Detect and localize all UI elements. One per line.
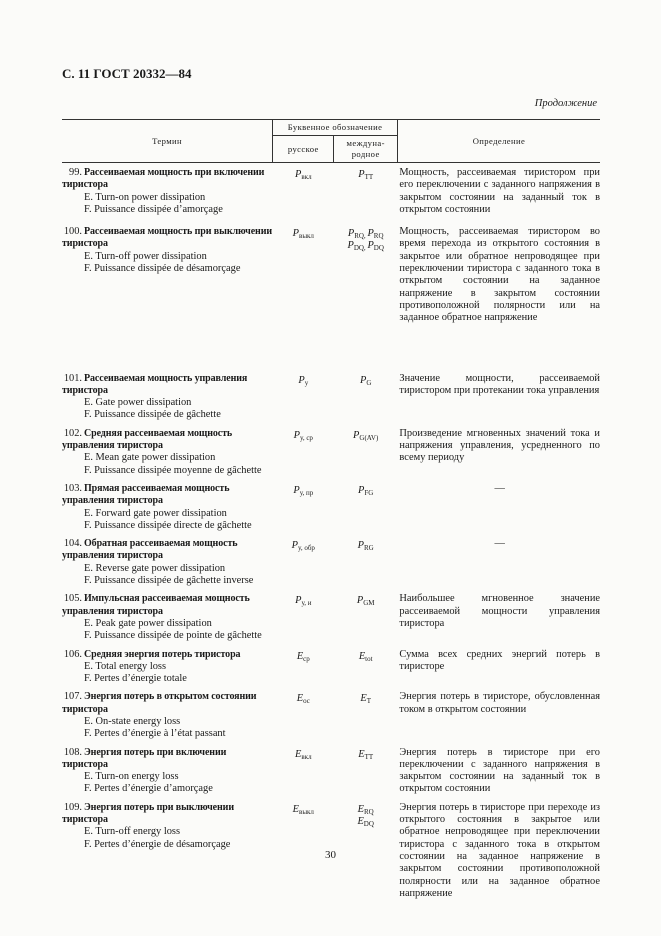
symbol-international-cell bbox=[334, 163, 397, 217]
term-russian: Обратная рассеиваемая мощность управления тиристора bbox=[62, 538, 238, 562]
col-header-symbol: Буквенное обозначение bbox=[273, 120, 398, 136]
definition-cell bbox=[397, 428, 600, 477]
col-header-definition: Определение bbox=[397, 120, 600, 163]
term-number: 104. bbox=[63, 538, 82, 550]
symbol-russian-cell bbox=[273, 593, 334, 642]
term-number: 99. bbox=[69, 167, 82, 178]
symbol-russian-cell bbox=[273, 649, 334, 686]
symbol-international-subscript: RQ bbox=[364, 807, 374, 816]
symbol-international: E bbox=[357, 803, 364, 815]
symbol-russian-subscript: выкл bbox=[299, 232, 314, 241]
definition-cell bbox=[397, 226, 600, 324]
symbol-international-cell bbox=[334, 373, 397, 422]
term-russian: Средняя рассеиваемая мощность управления тиристора bbox=[62, 427, 233, 452]
page-header-title: С. 11 ГОСТ 20332—84 bbox=[62, 66, 192, 81]
symbol-russian-subscript: у, ср bbox=[300, 433, 313, 442]
term-english: E. Reverse gate power dissipation bbox=[84, 562, 226, 574]
symbol-international: E bbox=[358, 650, 366, 662]
term-russian: Энергия потерь в открытом состоянии тиристора bbox=[62, 691, 257, 715]
symbol-international-second: E bbox=[357, 816, 364, 828]
symbol-russian: E bbox=[296, 650, 304, 662]
symbol-russian-subscript: у, пр bbox=[299, 488, 314, 497]
term-number: 108. bbox=[63, 746, 82, 758]
term-english: E. Peak gate power dissipation bbox=[84, 617, 212, 629]
term-french: F. Puissance dissipée de pointe de gâchette bbox=[84, 630, 262, 642]
table-row bbox=[62, 373, 600, 422]
col-header-term: Термин bbox=[62, 120, 273, 163]
row-spacer-cell bbox=[62, 325, 600, 373]
table-row bbox=[62, 747, 600, 796]
term-french: F. Pertes d’énergie de désamorçage bbox=[84, 838, 231, 850]
definition-cell bbox=[397, 163, 600, 217]
symbol-russian: P bbox=[295, 169, 302, 180]
term-cell bbox=[62, 483, 273, 532]
definition-cell bbox=[397, 373, 600, 422]
definition-text: Энергия потерь в тиристоре, обусловленная током в открытом состоянии bbox=[399, 691, 600, 715]
terms-table bbox=[62, 119, 600, 900]
symbol-russian-subscript: у, и bbox=[301, 599, 312, 608]
table-row bbox=[62, 163, 600, 217]
term-cell bbox=[62, 747, 273, 796]
symbol-international-second-subscript: DQ bbox=[363, 820, 374, 829]
symbol-russian: P bbox=[293, 429, 301, 441]
term-russian: Прямая рассеиваемая мощность управления тиристора bbox=[62, 482, 230, 507]
symbol-russian-cell bbox=[273, 226, 334, 324]
symbol-international-subscript: TT bbox=[364, 752, 374, 761]
definition-cell bbox=[397, 691, 600, 740]
term-number: 102. bbox=[63, 427, 82, 439]
symbol-russian-cell bbox=[273, 538, 334, 587]
symbol-international-alt-subscript: RQ bbox=[373, 232, 384, 241]
symbol-international: E bbox=[360, 693, 367, 705]
term-cell bbox=[62, 373, 273, 422]
table-row bbox=[62, 593, 600, 642]
definition-cell bbox=[397, 483, 600, 532]
definition-text: Энергия потерь в тиристоре при переходе из открытого состояния в закрытое или обратное непроводящее при переключении тиристора с заданного тока в открытом состоянии на заданное напряжение в закрытом состоянии противоположной полярности или на заданное обратное напряжение bbox=[399, 801, 600, 899]
term-english: E. Turn-off energy loss bbox=[84, 826, 181, 838]
symbol-russian-cell bbox=[273, 691, 334, 740]
definition-text: Энергия потерь в тиристоре при его переключении с заданного напряжения в закрытом состоянии на заданный ток в открытом состоянии bbox=[399, 746, 600, 795]
symbol-international: P bbox=[358, 484, 365, 496]
continuation-label: Продолжение bbox=[534, 98, 597, 109]
term-cell bbox=[62, 649, 273, 686]
term-english: E. Gate power dissipation bbox=[84, 397, 192, 409]
symbol-russian: P bbox=[298, 374, 305, 386]
symbol-international-subscript: G bbox=[366, 378, 372, 387]
term-french: F. Puissance dissipée moyenne de gâchette bbox=[84, 464, 262, 476]
symbol-international-cell bbox=[334, 428, 397, 477]
symbol-international-subscript: T bbox=[366, 697, 371, 706]
symbol-international-cell bbox=[334, 649, 397, 686]
term-russian: Импульсная рассеиваемая мощность управления тиристора bbox=[62, 593, 250, 617]
symbol-international: P bbox=[358, 169, 365, 180]
definition-text: Сумма всех средних энергий потерь в тиристоре bbox=[399, 648, 600, 672]
term-english: E. Total energy loss bbox=[84, 660, 167, 672]
definition-text: Мощность, рассеиваемая тиристором во время перехода из открытого состояния в закрытое или обратное непроводящее при переключении тиристора с заданного тока в открытом состоянии на заданное напряжение в закрытом состоянии противоположной полярности или на заданное обратное напряжение bbox=[399, 226, 600, 324]
page-number: 30 bbox=[325, 849, 336, 861]
symbol-international-cell bbox=[334, 483, 397, 532]
symbol-russian-subscript: вкл bbox=[301, 752, 312, 761]
table-row bbox=[62, 649, 600, 686]
symbol-international-cell bbox=[334, 593, 397, 642]
term-number: 101. bbox=[63, 372, 82, 384]
symbol-international: P bbox=[356, 595, 364, 607]
term-french: F. Pertes d’énergie totale bbox=[84, 673, 187, 685]
terms-table-body bbox=[62, 163, 600, 901]
symbol-international-subscript: TT bbox=[364, 173, 374, 181]
term-french: F. Puissance dissipée de gâchette inverse bbox=[84, 575, 254, 587]
symbol-russian-cell bbox=[273, 373, 334, 422]
symbol-international-subscript: tot bbox=[365, 654, 373, 663]
symbol-international-cell bbox=[334, 747, 397, 796]
term-french: F. Pertes d’énergie d’amorçage bbox=[84, 783, 213, 795]
term-french: F. Puissance dissipée de désamorçage bbox=[84, 263, 241, 275]
row-spacer bbox=[62, 325, 600, 373]
term-cell bbox=[62, 226, 273, 324]
table-row bbox=[62, 538, 600, 587]
col-header-international: междуна-родное bbox=[334, 136, 397, 163]
term-english: E. Turn-on power dissipation bbox=[84, 191, 206, 203]
definition-cell bbox=[397, 747, 600, 796]
definition-text: Наибольшее мгновенное значение рассеиваемой мощности управления тиристора bbox=[399, 593, 600, 629]
row-spacer-cell bbox=[62, 216, 600, 226]
term-cell bbox=[62, 691, 273, 740]
definition-text: Мощность, рассеиваемая тиристором при его переключении с заданного напряжения в закрытом состоянии на заданный ток в открытом состоянии bbox=[399, 167, 600, 215]
symbol-russian-cell bbox=[273, 483, 334, 532]
term-russian: Рассеиваемая мощность при выключении тиристора bbox=[62, 226, 273, 250]
symbol-russian-subscript: выкл bbox=[299, 807, 314, 816]
symbol-international-subscript: GM bbox=[363, 599, 375, 608]
definition-text: Произведение мгновенных значений тока и напряжения управления, усредненного по всему периоду bbox=[399, 427, 600, 464]
symbol-russian-cell bbox=[273, 163, 334, 217]
term-english: E. Forward gate power dissipation bbox=[84, 507, 227, 519]
symbol-international: P bbox=[347, 228, 355, 240]
term-english: E. Turn-on energy loss bbox=[84, 771, 179, 783]
term-french: F. Pertes d’énergie à l’état passant bbox=[84, 728, 226, 740]
symbol-international-second-alt-subscript: DQ bbox=[373, 244, 384, 253]
table-row bbox=[62, 483, 600, 532]
symbol-russian-cell bbox=[273, 747, 334, 796]
definition-text: — bbox=[494, 482, 505, 494]
symbol-russian-cell bbox=[273, 428, 334, 477]
term-english: E. Turn-off power dissipation bbox=[84, 250, 207, 262]
term-russian: Энергия потерь при включении тиристора bbox=[62, 746, 227, 770]
term-number: 103. bbox=[63, 482, 82, 494]
symbol-international-alt: P bbox=[367, 228, 374, 240]
term-number: 105. bbox=[63, 593, 82, 605]
term-number: 100. bbox=[63, 226, 82, 238]
definition-cell bbox=[397, 649, 600, 686]
term-number: 106. bbox=[63, 648, 82, 660]
definition-cell bbox=[397, 538, 600, 587]
symbol-international: P bbox=[353, 429, 360, 441]
col-header-russian: русское bbox=[273, 136, 334, 163]
symbol-international-subscript: FG bbox=[364, 488, 374, 497]
symbol-international: P bbox=[359, 374, 367, 386]
symbol-international-cell bbox=[334, 226, 397, 324]
symbol-russian: E bbox=[296, 693, 304, 705]
term-french: F. Puissance dissipée d’amorçage bbox=[84, 203, 223, 215]
term-russian: Рассеиваемая мощность при включении тиристора bbox=[62, 167, 265, 191]
symbol-international-second-subscript: DQ, bbox=[353, 244, 368, 253]
symbol-russian: P bbox=[292, 228, 300, 240]
term-russian: Рассеиваемая мощность управления тиристора bbox=[62, 372, 248, 396]
symbol-russian: E bbox=[292, 803, 300, 815]
table-row bbox=[62, 428, 600, 477]
symbol-international: P bbox=[357, 540, 364, 552]
symbol-international-second: P bbox=[347, 240, 354, 252]
symbol-international-second-alt: P bbox=[367, 240, 374, 252]
symbol-russian-subscript: ос bbox=[303, 697, 310, 706]
term-cell bbox=[62, 593, 273, 642]
term-french: F. Puissance dissipée directe de gâchette bbox=[84, 519, 252, 531]
symbol-international-subscript: RG bbox=[364, 544, 374, 553]
table-row bbox=[62, 691, 600, 740]
term-cell bbox=[62, 538, 273, 587]
term-russian: Энергия потерь при выключении тиристора bbox=[62, 801, 234, 826]
symbol-international-subscript: G(AV) bbox=[359, 433, 379, 442]
symbol-russian: E bbox=[295, 748, 302, 760]
symbol-russian: P bbox=[295, 595, 302, 607]
symbol-russian-subscript: у bbox=[304, 378, 309, 387]
symbol-international-cell bbox=[334, 691, 397, 740]
symbol-russian: P bbox=[291, 540, 299, 552]
term-number: 109. bbox=[63, 801, 82, 813]
term-number: 107. bbox=[63, 691, 82, 703]
term-english: E. On-state energy loss bbox=[84, 715, 181, 727]
symbol-international-cell bbox=[334, 538, 397, 587]
symbol-international-subscript: RQ, bbox=[354, 232, 368, 241]
definition-text: Значение мощности, рассеиваемой тиристором при протекании тока управления bbox=[399, 372, 600, 396]
definition-text: — bbox=[494, 538, 505, 550]
term-french: F. Puissance dissipée de gâchette bbox=[84, 409, 221, 421]
row-spacer bbox=[62, 216, 600, 226]
table-row bbox=[62, 226, 600, 324]
symbol-russian: P bbox=[293, 484, 300, 496]
term-cell bbox=[62, 163, 273, 217]
term-russian: Средняя энергия потерь тиристора bbox=[84, 648, 241, 660]
symbol-russian-subscript: вкл bbox=[301, 173, 312, 181]
symbol-international: E bbox=[358, 748, 365, 760]
term-cell bbox=[62, 428, 273, 477]
symbol-russian-subscript: ср bbox=[303, 654, 310, 663]
definition-cell bbox=[397, 593, 600, 642]
symbol-russian-subscript: у, обр bbox=[298, 544, 315, 553]
term-english: E. Mean gate power dissipation bbox=[84, 452, 216, 464]
